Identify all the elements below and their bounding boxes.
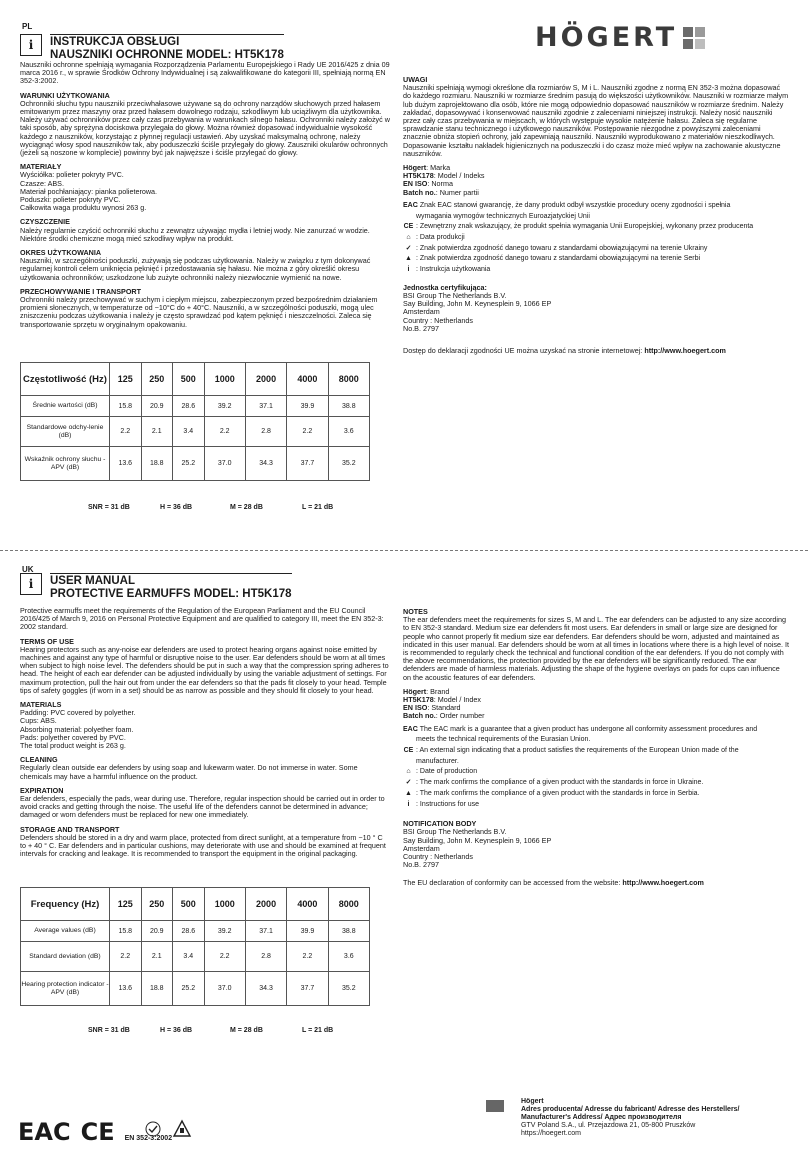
brand-logo [535,22,705,53]
uk-freq-125: 125 [110,888,142,921]
nb-line: Amsterdam [403,843,440,853]
pl-freq-125: 125 [110,363,142,396]
uk-left-column [20,607,390,858]
manual-book-icon: i [20,34,42,56]
legend-value: : Order number [435,711,485,721]
cell: 37.0 [204,972,245,1006]
pl-material-1: Wyściółka: polieter pokryty PVC. [20,170,124,180]
uk-intro: Protective earmuffs meet the requirements of the Regulation of the European Parliament and the EU Council 2016/425 of March 9, 2016 on Personal Protective Equipment and are qualified to category III, meet the EN 352-3: 2002 standard. [20,606,384,632]
cell: 13.6 [110,447,142,481]
legend-key: Batch no. [403,187,436,197]
cell: 3.6 [328,942,369,972]
cell: 2.2 [204,942,245,972]
footer-brand: Högert [521,1098,544,1105]
pl-table-head: Częstotliwość (Hz) [21,363,110,396]
legend-key: HT5K178 [403,171,434,181]
nb-line: Amsterdam [403,307,440,317]
legend-key: EN ISO [403,179,428,189]
legend-key: Batch no. [403,711,436,721]
mark-text: : Znak EAC stanowi gwarancję, że dany produkt odbył wszystkie procedury oceny zgodności i spełnia wymagania wymogów technicznych Euroazjatyckiej Unii [416,201,731,220]
uk-right-column [403,608,789,888]
pl-attenuation-table [20,362,370,481]
mark-text: : The EAC mark is a guarantee that a given product has undergone all conformity assessment procedures and meets the technical requirements of the Eurasian Union. [416,725,758,744]
pl-marks [403,201,763,276]
pl-title-1: INSTRUKCJA OBSŁUGI [50,36,180,48]
cell: 37.7 [287,972,328,1006]
legend-value: : Model / Index [433,695,481,705]
pl-h-value: H = 36 dB [160,504,193,511]
uk-terms-text: Hearing protectors such as any-noise ear defenders are used to protect hearing organs against noise emitted by machines and against any type of harmful or disruptive noise to the user. Ear defenders should be worn at all times when subject to high noise level. The defenders should be put in such a way that the compression spring adheres to head. The height of each ear defender can be adjusted individually by using the variable adjustment of settings. For maximum protection, pull the hair out from under the ear defenders so that the pads fit closely to your head. Temple tips of safety goggles (if worn in a set) should be as narrow as possible and they should fit closely to your head. [20,644,389,695]
cell: 3.4 [173,417,205,447]
uk-terms-heading: TERMS OF USE [20,636,74,646]
uk-l-value: L = 21 dB [302,1027,334,1034]
ce-icon: CE [403,223,414,231]
footer-line-4[interactable]: https://hoegert.com [521,1130,581,1137]
cell: 34.3 [245,972,286,1006]
nb-line: BSI Group The Netherlands B.V. [403,827,507,837]
row-label: Średnie wartości (dB) [21,396,110,417]
legend-key: HT5K178 [403,695,434,705]
cell: 2.1 [141,417,173,447]
mark-text: : Instructions for use [416,800,480,808]
cell: 37.7 [287,447,328,481]
table-row [21,972,370,1006]
pl-l-value: L = 21 dB [302,504,334,511]
uk-storage-heading: STORAGE AND TRANSPORT [20,824,120,834]
uk-title-1: USER MANUAL [50,575,135,587]
legend-value: : Numer partii [435,187,479,197]
cell: 15.8 [110,396,142,417]
pl-freq-8000: 8000 [328,363,369,396]
pl-notified-body-heading: Jednostka certyfikująca: [403,282,487,292]
pl-cleaning-heading: CZYSZCZENIE [20,217,70,227]
cell: 2.2 [110,417,142,447]
mark-text: : Znak potwierdza zgodność danego towaru z standardami obowiązującymi na terenie Ukrainy [416,244,708,252]
uk-freq-500: 500 [173,888,205,921]
manual-book-icon: i [20,573,42,595]
pl-freq-500: 500 [173,363,205,396]
cell: 25.2 [173,447,205,481]
legend-value: : Standard [427,703,461,713]
cell: 2.8 [245,417,286,447]
uk-h-value: H = 36 dB [160,1027,193,1034]
cell: 28.6 [173,396,205,417]
uk-storage-text: Defenders should be stored in a dry and warm place, protected from direct sunlight, at a temperature from −10 ° C to + 40 ° C. Ear defenders and in particular cushions, may deteriorate with use and should be examined at frequent intervals for cracking and leakage. It is recommended to transport the equipment in the original packaging. [20,832,386,859]
pl-storage-heading: PRZECHOWYWANIE I TRANSPORT [20,286,141,296]
ukraine-mark-icon: ✓ [405,244,412,252]
row-label: Average values (dB) [21,921,110,942]
uk-attenuation-table [20,887,370,1006]
pl-freq-2000: 2000 [245,363,286,396]
serbia-mark-icon: ▲ [405,789,412,797]
pl-legend [403,164,789,197]
cell: 3.6 [328,417,369,447]
pl-declaration [403,347,789,355]
cell: 37.1 [245,396,286,417]
pl-m-value: M = 28 dB [230,504,263,511]
pl-notes-heading: UWAGI [403,75,428,84]
website-link[interactable]: http://www.hoegert.com [644,345,726,355]
cell: 39.9 [287,921,328,942]
row-label: Wskaźnik ochrony słuchu - APV (dB) [21,447,110,481]
cell: 37.1 [245,921,286,942]
mark-text: : Znak potwierdza zgodność danego towaru z standardami obowiązującymi na terenie Serbi [416,255,701,263]
nb-line: Say Building, John M. Keynesplein 9, 1066 EP [403,835,552,845]
pl-material-2: Czasze: ABS. [20,178,64,188]
footer-line-1: Adres producenta/ Adresse du fabricant/ Adresse des Herstellers/ [521,1106,740,1113]
table-row [21,921,370,942]
logo-squares-icon [683,27,705,49]
legend-key: EN ISO [403,703,428,713]
uk-material-2: Cups: ABS. [20,716,57,726]
website-link[interactable]: http://www.hoegert.com [622,878,704,888]
uk-notes-text: The ear defenders meet the requirements for sizes S, M and L. The ear defenders can be adjusted to any size according to EN 352-3 standard. Medium size ear defenders fit most users. Ear defenders in small or large size are designed for people who cannot properly fit medium size ear defenders. Ear defenders should be worn, adjusted and maintained as indicated in this user manual. Ear defenders should be worn at all times in locations where there is a high level of noise. It is recommended to regularly check the technical and functional condition of the ear defenders. If you do not comply with the above recommendations, the protection provided by the ear defenders will be significantly reduced. The ear defenders are made of harmless materials. Adjusting the shape of the hygiene overlays on pads for cups can influence on the acoustic features of ear defenders. [403,615,789,682]
uk-m-value: M = 28 dB [230,1027,263,1034]
cell: 2.2 [110,942,142,972]
mark-text: : The mark confirms the compliance of a given product with the standards in force in Ukraine. [416,779,704,787]
mark-text: : An external sign indicating that a product satisfies the requirements of the European Union made of the manufacturer. [416,747,739,765]
declaration-text: The EU declaration of conformity can be accessed from the website: [403,878,621,888]
uk-marks [403,725,773,811]
footer-line-2: Manufacturer's Address/ Адрес производителя [521,1114,682,1121]
nb-line: Say Building, John M. Keynesplein 9, 1066 EP [403,299,552,309]
pl-materials-heading: MATERIAŁY [20,162,62,172]
nb-line: Country : Netherlands [403,852,473,862]
cell: 2.2 [287,417,328,447]
footer-brand-block [486,1100,504,1112]
cell: 25.2 [173,972,205,1006]
table-row [21,396,370,417]
pl-right-column [403,76,789,355]
ce-icon: CE [80,1118,115,1146]
uk-title-2: PROTECTIVE EARMUFFS MODEL: HT5K178 [50,588,292,600]
nb-line: Country : Netherlands [403,315,473,325]
uk-freq-1000: 1000 [204,888,245,921]
pl-title-2: NAUSZNIKI OCHRONNE MODEL: HT5K178 [50,49,284,61]
manual-icon: i [407,800,410,808]
declaration-text: Dostęp do deklaracji zgodności UE można uzyskać na stronie internetowej: [403,345,643,355]
eac-icon: EAC [403,201,418,209]
ukraine-mark-icon [145,1121,161,1142]
row-label: Standardowe odchy-lenie (dB) [21,417,110,447]
uk-freq-8000: 8000 [328,888,369,921]
uk-legend [403,688,789,721]
uk-expiration-text: Ear defenders, especially the pads, wear during use. Therefore, regular inspection should be carried out in order to avoid cracks and getting through the noise. The useful life of the defenders cannot be determined in advance; damaged or worn defenders must be replaced for new one immediately. [20,794,385,820]
pl-freq-4000: 4000 [287,363,328,396]
pl-material-5: Całkowita waga produktu wynosi 263 g. [20,203,147,213]
serbia-mark-icon: ▲ [405,255,412,263]
footer-line-3: GTV Poland S.A., ul. Przejazdowa 21, 05-800 Pruszków [521,1122,696,1129]
pl-cleaning-text: Należy regularnie czyścić ochronniki słuchu z zewnątrz używając mydła i letniej wody. Nie zanurzać w wodzie. Niektóre środki chemiczne mogą mieć szkodliwy wpływ na produkt. [20,225,370,243]
row-label: Hearing protection indicator - APV (dB) [21,972,110,1006]
pl-freq-1000: 1000 [204,363,245,396]
cell: 38.8 [328,921,369,942]
footer-standard: EN 352-3:2002 [124,1135,173,1142]
uk-declaration [403,879,789,887]
legend-key: Högert [403,686,427,696]
uk-cleaning-heading: CLEANING [20,755,58,765]
legend-value: : Marka [426,163,451,173]
mark-text: : Date of production [416,768,478,776]
legend-value: : Brand [426,686,450,696]
nb-line: No.B. 2797 [403,860,439,870]
pl-left-column [20,61,390,329]
uk-notified-body-heading: NOTIFICATION BODY [403,819,477,829]
uk-material-5: The total product weight is 263 g. [20,741,126,751]
cell: 34.3 [245,447,286,481]
ukraine-mark-icon: ✓ [405,779,412,787]
uk-freq-2000: 2000 [245,888,286,921]
pl-material-4: Poduszki: polieter pokryty PVC. [20,195,121,205]
serbia-mark-icon [172,1119,192,1144]
footer-address [521,1098,801,1138]
uk-materials-heading: MATERIALS [20,700,62,710]
ce-icon: CE [403,747,414,755]
uk-expiration-heading: EXPIRATION [20,785,64,795]
cell: 15.8 [110,921,142,942]
pl-terms-text: Ochronniki słuchu typu nauszniki przeciwhałasowe używane są do ochrony narządów słuchowych przed hałasem emitowanym przez maszyny oraz przed hałasem dowolnego rodzaju, szkodliwym lub uciążliwym dla użytkownika. Należy używać ochronników przez cały czas przebywania w warunkach silnego hałasu. Ochronniki należy założyć w taki sposób, aby sprężyna dociskowa przylegała do głowy. Można również dopasować indywidualnie wysokość każdego z nauszników, korzystając z płynnej regulacji ustawień. Aby uzyskać maksymalną ochronę, należy wyciągnąć włosy spod nauszników tak, aby poduszeczki ściśle przylegały do głowy. Zauszniki okularów ochronnych (jeżeli są noszone w komplecie) powinny być jak najwęższe i ściśle przylegać do głowy. [20,98,390,158]
uk-freq-250: 250 [141,888,173,921]
table-row [21,942,370,972]
mark-text: : The mark confirms the compliance of a given product with the standards in force in Serbia. [416,789,700,797]
nb-line: No.B. 2797 [403,323,439,333]
lang-code-pl: PL [22,22,33,31]
pl-snr: SNR = 31 dB [88,504,130,511]
cell: 38.8 [328,396,369,417]
legend-value: : Norma [427,179,453,189]
cell: 28.6 [173,921,205,942]
cell: 18.8 [141,972,173,1006]
uk-material-1: Padding: PVC covered by polyether. [20,708,136,718]
uk-title-block [20,573,292,601]
pl-notes-text: Nauszniki spełniają wymogi określone dla rozmiarów S, M i L. Nauszniki zgodne z normą EN 352-3 można dopasować do każdego rozmiaru. Nauszniki w rozmiarze średnim pasują do większości użytkowników. Nauszniki w rozmiarze małym lub dużym zaprojektowano dla osób, które nie mogą odpowiednio dopasować nauszników w rozmiarze średnim. Należy zakładać, dopasowywać i konserwować nauszniki zgodnie z zaleceniami niniejszej instrukcji. Należy nosić nauszniki przez cały czas przebywania w miejscach, w których występuje wysokie natężenie hałasu. Zaleca się regularne sprawdzanie stanu technicznego i użytkowego nauszników. Postępowanie niezgodne z powyższymi zaleceniami znacznie obniża stopień ochrony, jaki zapewniają nauszniki. Nauszniki wyprodukowano z materiałów nieszkodliwych. Dopasowanie kształtu nakładek higienicznych na poduszeczki i do czasz może mieć wpływ na zachowanie akustyczne nauszników. [403,83,789,158]
legend-key: Högert [403,163,427,173]
cell: 39.2 [204,396,245,417]
row-label: Standard deviation (dB) [21,942,110,972]
mark-text: : Instrukcja użytkowania [416,266,491,274]
pl-expiration-heading: OKRES UŻYTKOWANIA [20,248,102,258]
nb-line: BSI Group The Netherlands B.V. [403,290,507,300]
cell: 2.8 [245,942,286,972]
uk-material-3: Absorbing material: polyether foam. [20,724,134,734]
uk-cleaning-text: Regularly clean outside ear defenders by using soap and lukewarm water. Do not immerse in water. Some chemicals may have a harmful influence on the product. [20,763,358,781]
table-row [21,417,370,447]
cell: 20.9 [141,396,173,417]
cell: 18.8 [141,447,173,481]
cell: 39.2 [204,921,245,942]
table-row [21,447,370,481]
cell: 35.2 [328,972,369,1006]
pl-storage-text: Ochronniki należy przechowywać w suchym i ciepłym miejscu, zabezpieczonym przed bezpośrednim działaniem promieni słonecznych, w temperaturze od −10°C do + 40°C. Nauszniki, a w szczególności poduszki, mogą ulec zniszczeniu podczas użytkowania i należy je często sprawdzać pod kątem pęknięć i nieszczelności. Zaleca się transportowanie sprzętu w oryginalnym opakowaniu. [20,295,378,329]
uk-material-4: Pads: polyether covered by PVC. [20,732,126,742]
cell: 37.0 [204,447,245,481]
cell: 20.9 [141,921,173,942]
section-divider [0,550,808,551]
cell: 13.6 [110,972,142,1006]
uk-snr: SNR = 31 dB [88,1027,130,1034]
factory-icon: ⌂ [406,768,411,776]
cell: 2.2 [204,417,245,447]
uk-table-head: Frequency (Hz) [21,888,110,921]
pl-expiration-text: Nauszniki, w szczególności poduszki, zużywają się podczas użytkowania. Należy w związku z tym dokonywać regularnej kontroli celem uniknięcia pęknięć i przedostawania się hałasu. Nie można z góry określić okresu użytkowania ochronników; uszkodzone lub zużyte ochronniki należy niezwłocznie wymienić na nowe. [20,256,371,282]
manual-icon: i [407,266,410,274]
pl-intro: Nauszniki ochronne spełniają wymagania Rozporządzenia Parlamentu Europejskiego i Rady UE 2016/425 z dnia 09 marca 2016 r., w sprawie Środków Ochrony Indywidualnej i są zakwalifikowane do kategorii III, spełniają normą EN 352-3:2002. [20,60,390,86]
eac-icon: EAC [403,725,418,733]
cell: 35.2 [328,447,369,481]
pl-terms-heading: WARUNKI UŻYTKOWANIA [20,90,110,100]
cell: 39.9 [287,396,328,417]
lang-code-uk: UK [22,565,34,574]
mark-text: : Zewnętrzny znak wskazujący, że produkt spełnia wymagania Unii Europejskiej, wykonany przez producenta [416,223,754,231]
cell: 2.1 [141,942,173,972]
uk-freq-4000: 4000 [287,888,328,921]
pl-material-3: Materiał pochłaniający: pianka polieterowa. [20,186,158,196]
cell: 2.2 [287,942,328,972]
cell: 3.4 [173,942,205,972]
brand-logo-text: HÖGERT [535,22,678,53]
pl-freq-250: 250 [141,363,173,396]
eac-icon: EAC [18,1118,71,1146]
pl-title-block [20,34,284,62]
mark-text: : Data produkcji [416,233,465,241]
legend-value: : Model / Indeks [433,171,485,181]
uk-notes-heading: NOTES [403,607,428,616]
factory-icon: ⌂ [406,233,411,241]
